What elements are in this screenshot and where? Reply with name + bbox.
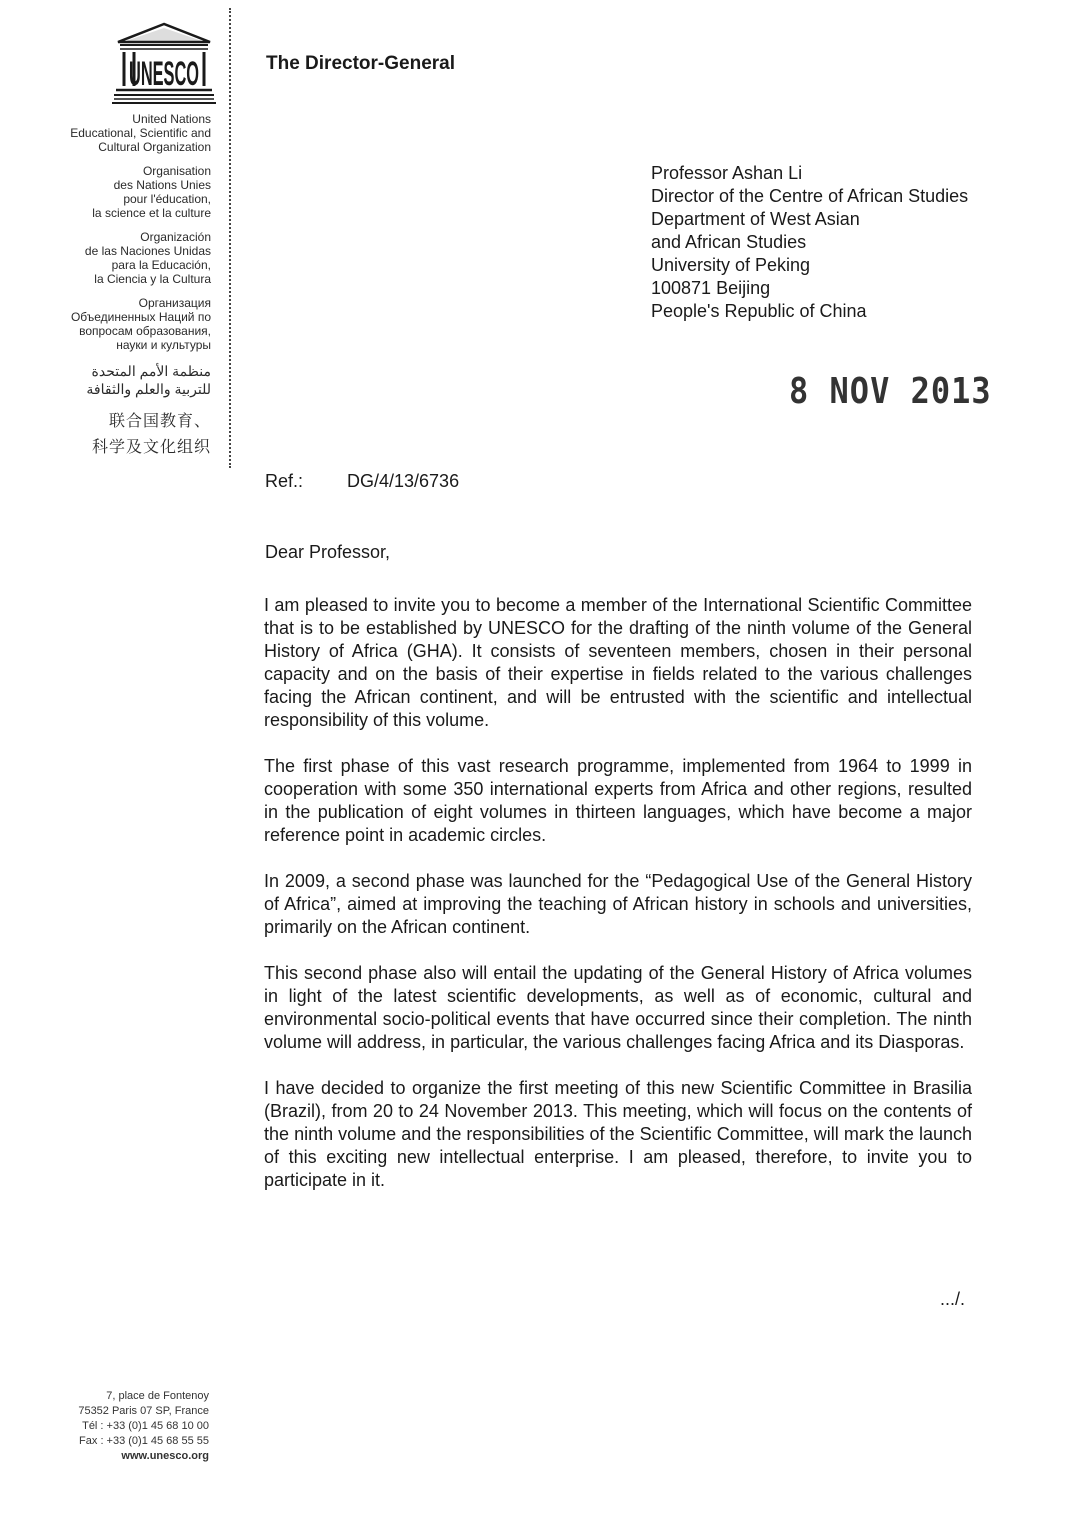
org-address: 7, place de Fontenoy 75352 Paris 07 SP, France Tél : +33 (0)1 45 68 10 00 Fax : +33 (0)1 45 68 55 55 www.unesco.org	[9, 1389, 209, 1464]
body-paragraph: The first phase of this vast research programme, implemented from 1964 to 1999 in cooperation with some 350 international experts from Africa and other regions, resulted in the publication of eight volumes in thirteen languages, which have become a major reference point in academic circles.	[264, 756, 972, 845]
org-name-russian: Организация Объединенных Наций по вопросам образования, науки и культуры	[70, 296, 211, 352]
org-name-chinese: 联合国教育、 科学及文化组织	[91, 411, 211, 456]
salutation: Dear Professor,	[265, 542, 391, 562]
vertical-dotted-divider	[229, 8, 231, 468]
body-paragraph: I have decided to organize the first meeting of this new Scientific Committee in Brasilia (Brazil), from 20 to 24 November 2013. This meeting, which will focus on the contents of the ninth volume and the responsibilities of the Scientific Committee, will mark the launch of this exciting new intellectual enterprise. I am pleased, therefore, to invite you to participate in it.	[264, 1078, 972, 1190]
website-link[interactable]: www.unesco.org	[121, 1450, 209, 1462]
body-paragraph: I am pleased to invite you to become a member of the International Scientific Committee that is to be established by UNESCO for the drafting of the ninth volume of the General History of Africa (GHA). It consists of seventeen members, chosen in their personal capacity and on the basis of their expertise in fields related to the various challenges facing the African continent, and will be entrusted with the scientific and intellectual responsibility of this volume.	[264, 595, 972, 730]
body-paragraph: In 2009, a second phase was launched for the “Pedagogical Use of the General History of Africa”, aimed at improving the teaching of African history in schools and universities, primarily on the African continent.	[264, 871, 972, 937]
unesco-logo	[112, 22, 216, 106]
org-name-english: United Nations Educational, Scientific and Cultural Organization	[70, 112, 211, 154]
recipient-address: Professor Ashan Li Director of the Centre of African Studies Department of West Asian and African Studies University of Peking 100871 Beijing People's Republic of China	[651, 163, 969, 321]
body-paragraph: This second phase also will entail the updating of the General History of Africa volumes in light of the latest scientific developments, as well as of economic, cultural and environmental socio-political events that have occurred since their completion. The ninth volume will address, in particular, the various challenges facing Africa and its Diasporas.	[264, 963, 972, 1052]
org-name-spanish: Organización de las Naciones Unidas para la Educación, la Ciencia y la Cultura	[84, 230, 211, 286]
organization-names	[11, 112, 211, 470]
date-stamp: 8 NOV 2013	[789, 370, 992, 412]
reference-number: DG/4/13/6736	[347, 471, 460, 491]
org-name-arabic: منظمة الأمم المتحدة للتربية والعلم والثقافة	[86, 363, 211, 397]
continuation-mark: .../.	[940, 1289, 966, 1309]
letter-body	[264, 594, 972, 1215]
sender-title: The Director-General	[266, 53, 455, 74]
org-name-french: Organisation des Nations Unies pour l'éducation, la science et la culture	[92, 164, 211, 220]
logo-wordmark: UNESCO	[129, 55, 199, 93]
reference-line	[265, 471, 459, 492]
reference-label: Ref.:	[265, 471, 304, 491]
